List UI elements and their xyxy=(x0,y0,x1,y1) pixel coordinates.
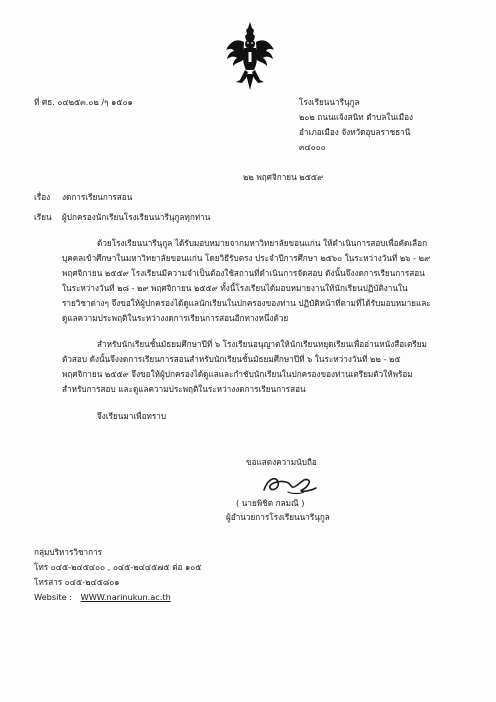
signer-name: ( นายพิชิต กลมณี ) xyxy=(236,498,305,508)
department-name: กลุ่มบริหารวิชาการ xyxy=(34,547,103,557)
handwritten-signature-icon xyxy=(258,470,322,500)
subject-text: งดการเรียนการสอน xyxy=(62,192,133,202)
document-number: ที่ ศธ. ๐๔๒๕๓.๐๒ /ๆ ๑๕๐๑ xyxy=(34,97,133,107)
address-line-2: อำเภอเมือง จังหวัดอุบลราชธานี xyxy=(299,127,411,137)
phone-numbers: โทร ๐๔๕-๒๔๕๔๐๐ , ๐๔๕-๒๔๔๕๗๕ ต่อ ๑๐๕ xyxy=(34,562,202,572)
website-label: Website : xyxy=(34,592,72,602)
website-row xyxy=(34,591,171,603)
paragraph-line: ตัวสอบ ดังนั้นจึงงดการเรียนการสอนสำหรับนักเรียนชั้นมัธยมศึกษาปีที่ ๖ ในระหว่างวันที่ ๒๒ - ๒๕ xyxy=(62,354,401,364)
paragraph-line: รายวิชาต่างๆ จึงขอให้ผู้ปกครองได้ดูแลนักเรียนในปกครองของท่าน ปฏิบัติหน้าที่ตามที่ได้รับมอบหมายและ xyxy=(62,298,431,308)
fax-number: โทรสาร ๐๔๕-๒๔๕๘๐๑ xyxy=(34,577,120,587)
garuda-emblem-icon xyxy=(224,20,276,92)
signer-title: ผู้อำนวยการโรงเรียนนารีนุกูล xyxy=(226,512,330,522)
paragraph-line: พฤศจิกายน ๒๕๕๙ โรงเรียนมีความจำเป็นต้องใช้สถานที่ดำเนินการจัดสอบ ดังนั้นจึงงดการเรียนการสอน xyxy=(62,268,425,278)
salutation-text: ผู้ปกครองนักเรียนโรงเรียนนารีนุกูลทุกท่าน xyxy=(62,212,211,222)
closing-request: จึงเรียนมาเพื่อทราบ xyxy=(97,411,167,421)
letter-date: ๒๒ พฤศจิกายน ๒๕๕๙ xyxy=(243,172,324,182)
salutation-label: เรียน xyxy=(34,212,52,222)
paragraph-line: สำหรับนักเรียนชั้นมัธยมศึกษาปีที่ ๖ โรงเรียนอนุญาตให้นักเรียนหยุดเรียนเพื่ออ่านหนังสือเตรียม xyxy=(97,339,427,349)
paragraph-line: บุคคลเข้าศึกษาในมหาวิทยาลัยขอนแก่น โดยวิธีรับตรง ประจำปีการศึกษา ๒๕๖๐ ในระหว่างวันที่ ๒๖ - ๒๙ xyxy=(62,253,431,263)
address-line-1: ๒๐๒ ถนนแจ้งสนิท ตำบลในเมือง xyxy=(299,112,414,122)
postal-code: ๓๔๐๐๐ xyxy=(299,142,326,152)
website-link[interactable]: WWW.narinukun.ac.th xyxy=(80,592,171,602)
school-name: โรงเรียนนารีนุกูล xyxy=(299,97,360,107)
paragraph-line: พฤศจิกายน ๒๕๕๙ จึงขอให้ผู้ปกครองได้ดูแลและกำชับนักเรียนในปกครองของท่านเตรียมตัวให้พร้อม xyxy=(62,369,413,379)
paragraph-line: ดูแลความประพฤติในระหว่างงดการเรียนการสอนอีกทางหนึ่งด้วย xyxy=(62,313,289,323)
paragraph-line: สำหรับการสอบ และดูแลความประพฤติในระหว่างงดการเรียนการสอน xyxy=(62,384,306,394)
closing-phrase: ขอแสดงความนับถือ xyxy=(246,457,317,467)
subject-label: เรื่อง xyxy=(34,192,51,202)
paragraph-line: ด้วยโรงเรียนนารีนุกูล ได้รับมอบหมายจากมหาวิทยาลัยขอนแก่น ให้ดำเนินการสอบเพื่อคัดเลือก xyxy=(97,238,428,248)
paragraph-line: ในระหว่างวันที่ ๒๘ - ๒๙ พฤศจิกายน ๒๕๕๙ ทั้งนี้โรงเรียนได้มอบหมายงานให้นักเรียนปฏิบัติงานใน xyxy=(62,283,408,293)
